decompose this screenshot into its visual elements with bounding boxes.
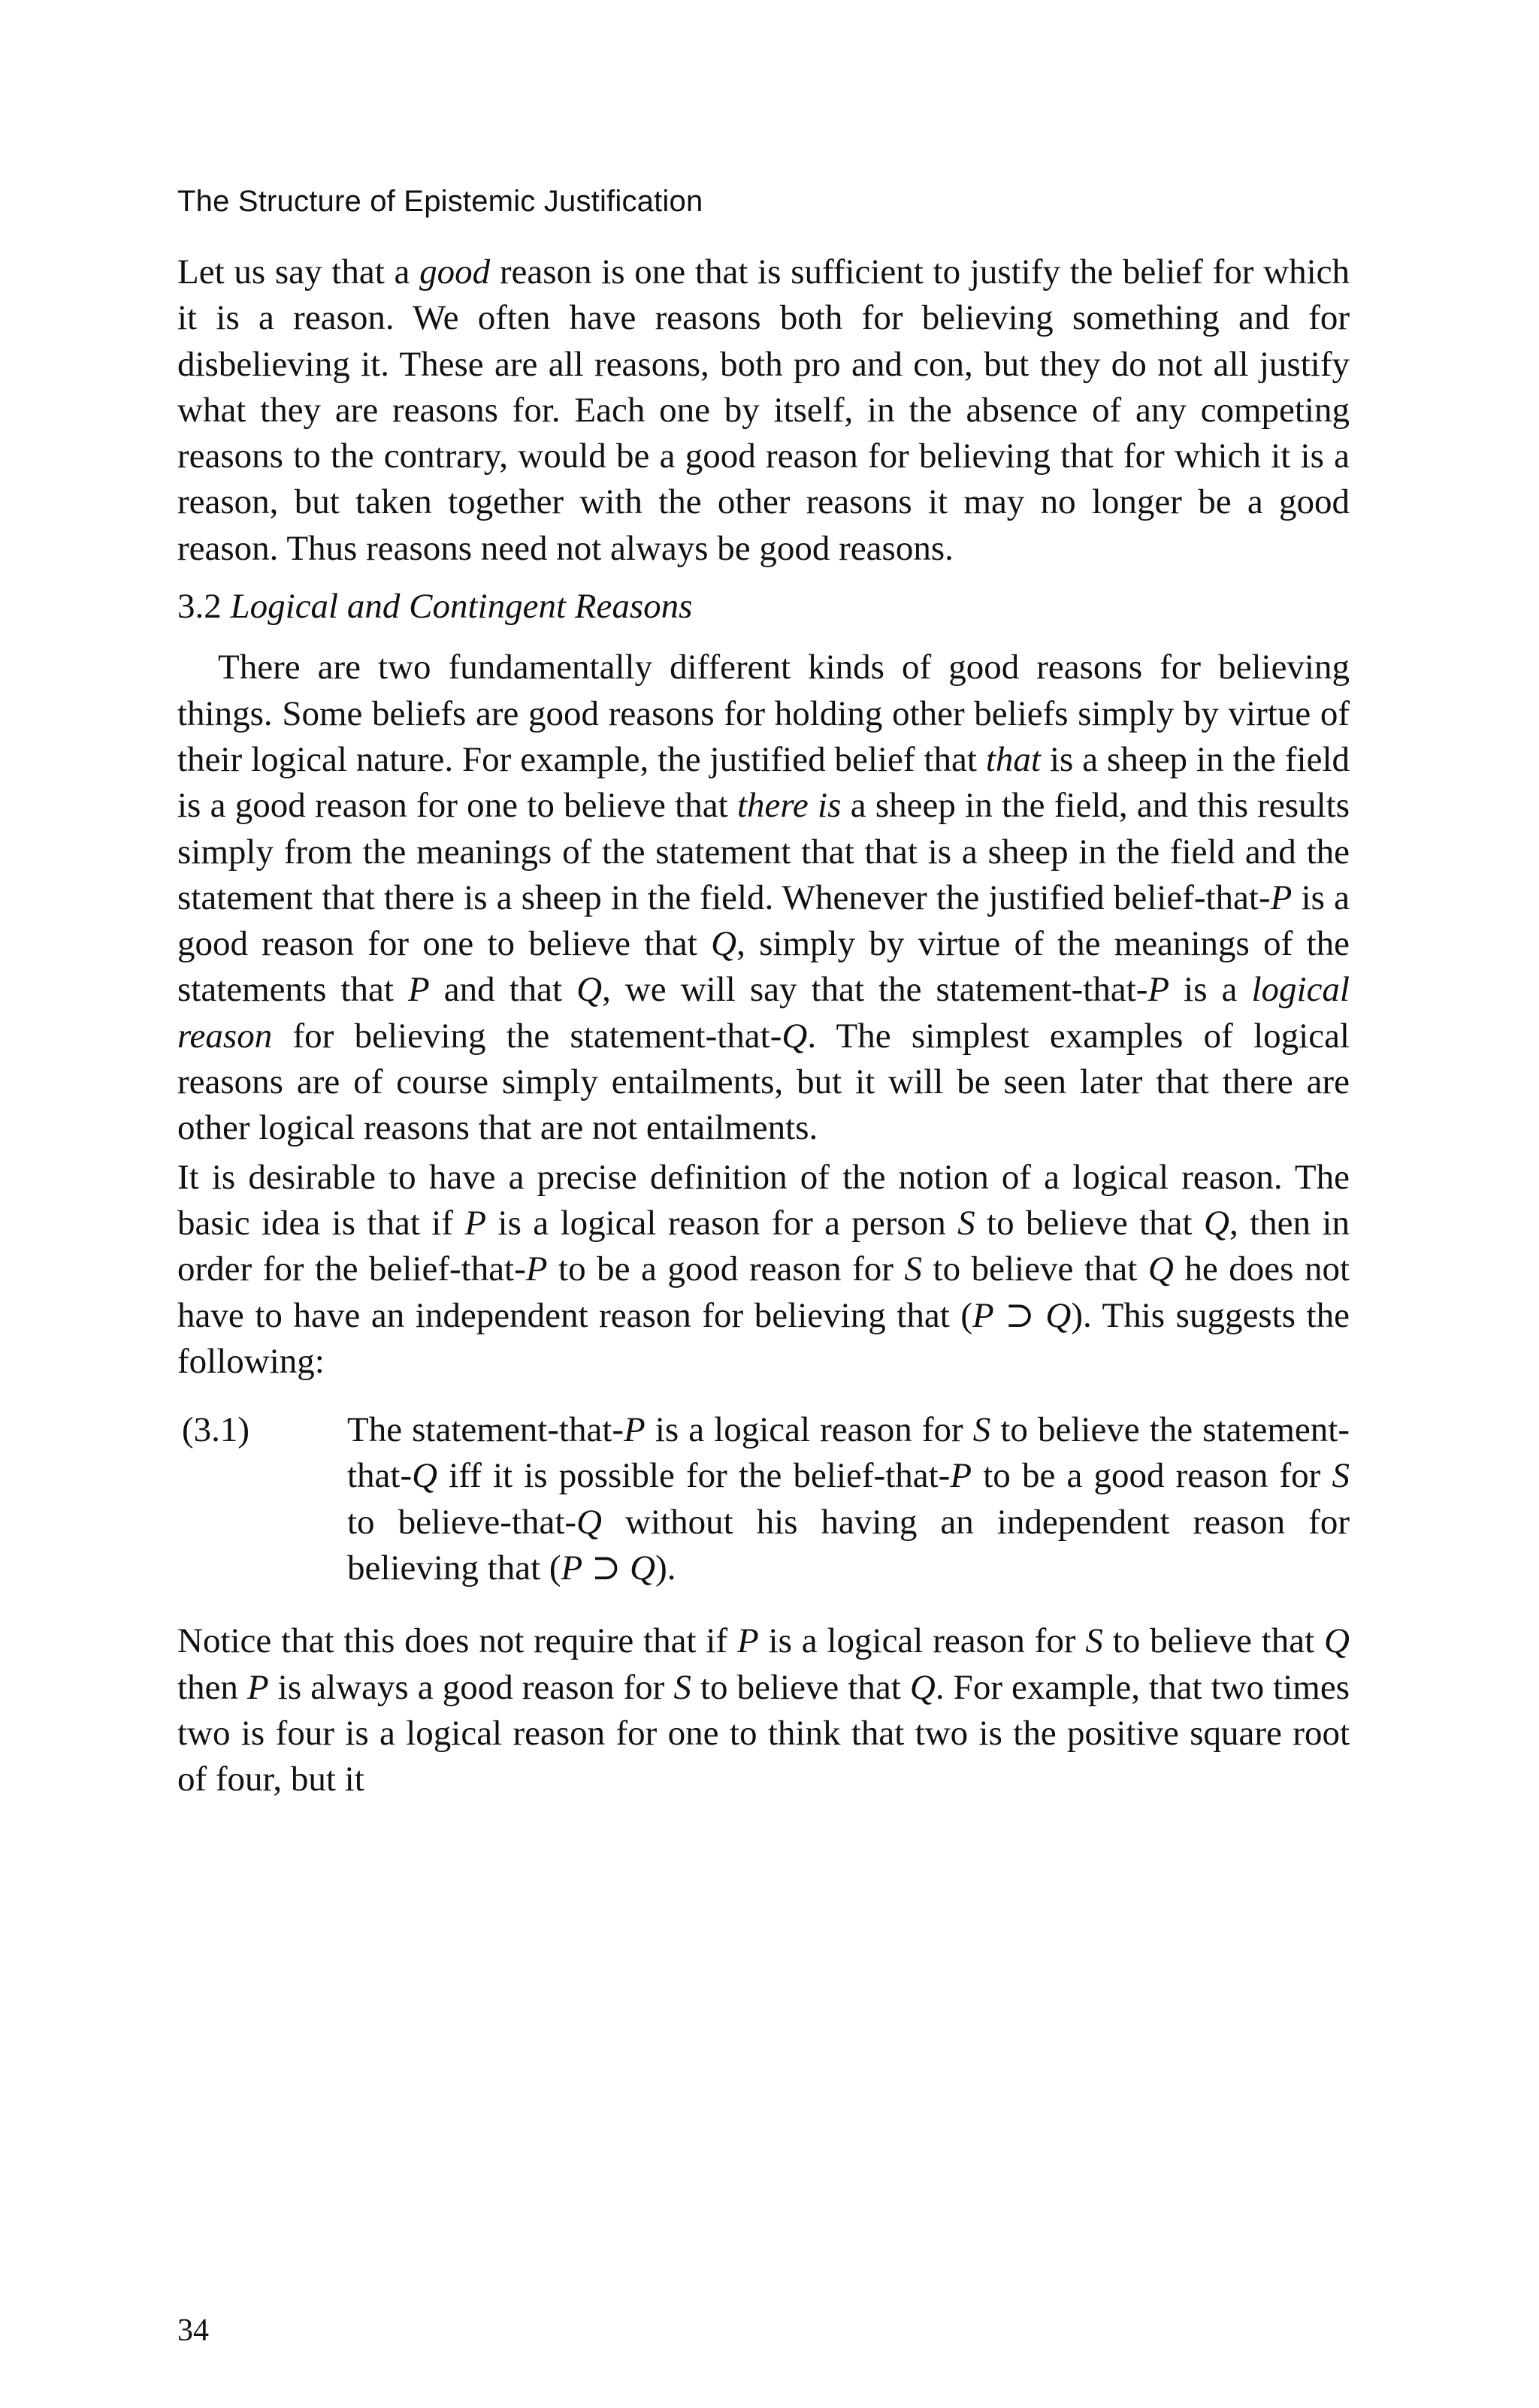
section-number: 3.2: [177, 587, 222, 627]
running-head: The Structure of Epistemic Justification: [177, 185, 703, 218]
body-text: [177, 249, 1350, 1803]
paragraph-precise-definition: It is desirable to have a precise definition of the notion of a logical reason. The basic idea is that if P is a logical reason for a person S to believe that Q, then in order for the belief-that-P to be a good reason for S to believe that Q he does not have to have an independent reason for believing that (P ⊃ Q). This suggests the following:: [177, 1157, 1350, 1381]
page-number: 34: [177, 2313, 209, 2348]
section-heading: [177, 584, 1350, 630]
paragraph-logical-reasons: There are two fundamentally different kinds of good reasons for believing things. Some beliefs are good reasons for holding other beliefs simply by virtue of their logical nature. For example, the justified belief that that is a sheep in the field is a good reason for one to believe that there is a sheep in the field, and this results simply from the meanings of the statement that that is a sheep in the field and the statement that there is a sheep in the field. Whenever the justified belief-that-P is a good reason for one to believe that Q, simply by virtue of the meanings of the statements that P and that Q, we will say that the statement-that-P is a logical reason for believing the statement-that-Q. The simplest examples of logical reasons are of course simply entailments, but it will be seen later that there are other logical reasons that are not entailments.: [177, 648, 1350, 1148]
paragraph-notice: Notice that this does not require that if P is a logical reason for S to believe that Q then P is always a good reason for S to believe that Q. For example, that two times two is four is a logical reason for one to think that two is the positive square root of four, but it: [177, 1621, 1350, 1799]
definition-3-1: [177, 1407, 1350, 1591]
definition-label: (3.1): [182, 1410, 250, 1450]
paragraph-good-reason: Let us say that a good reason is one that is sufficient to justify the belief for which it is a reason. We often have reasons both for believing something and for disbelieving it. These are all reasons, both pro and con, but they do not all justify what they are reasons for. Each one by itself, in the absence of any competing reasons to the contrary, would be a good reason for believing that for which it is a reason, but taken together with the other reasons it may no longer be a good reason. Thus reasons need not always be good reasons.: [177, 252, 1350, 568]
definition-text: The statement-that-P is a logical reason for S to believe the statement-that-Q iff it is possible for the belief-that-P to be a good reason for S to believe-that-Q without his having an independent reason for believing that (P ⊃ Q).: [347, 1410, 1350, 1588]
section-title: Logical and Contingent Reasons: [230, 587, 693, 627]
